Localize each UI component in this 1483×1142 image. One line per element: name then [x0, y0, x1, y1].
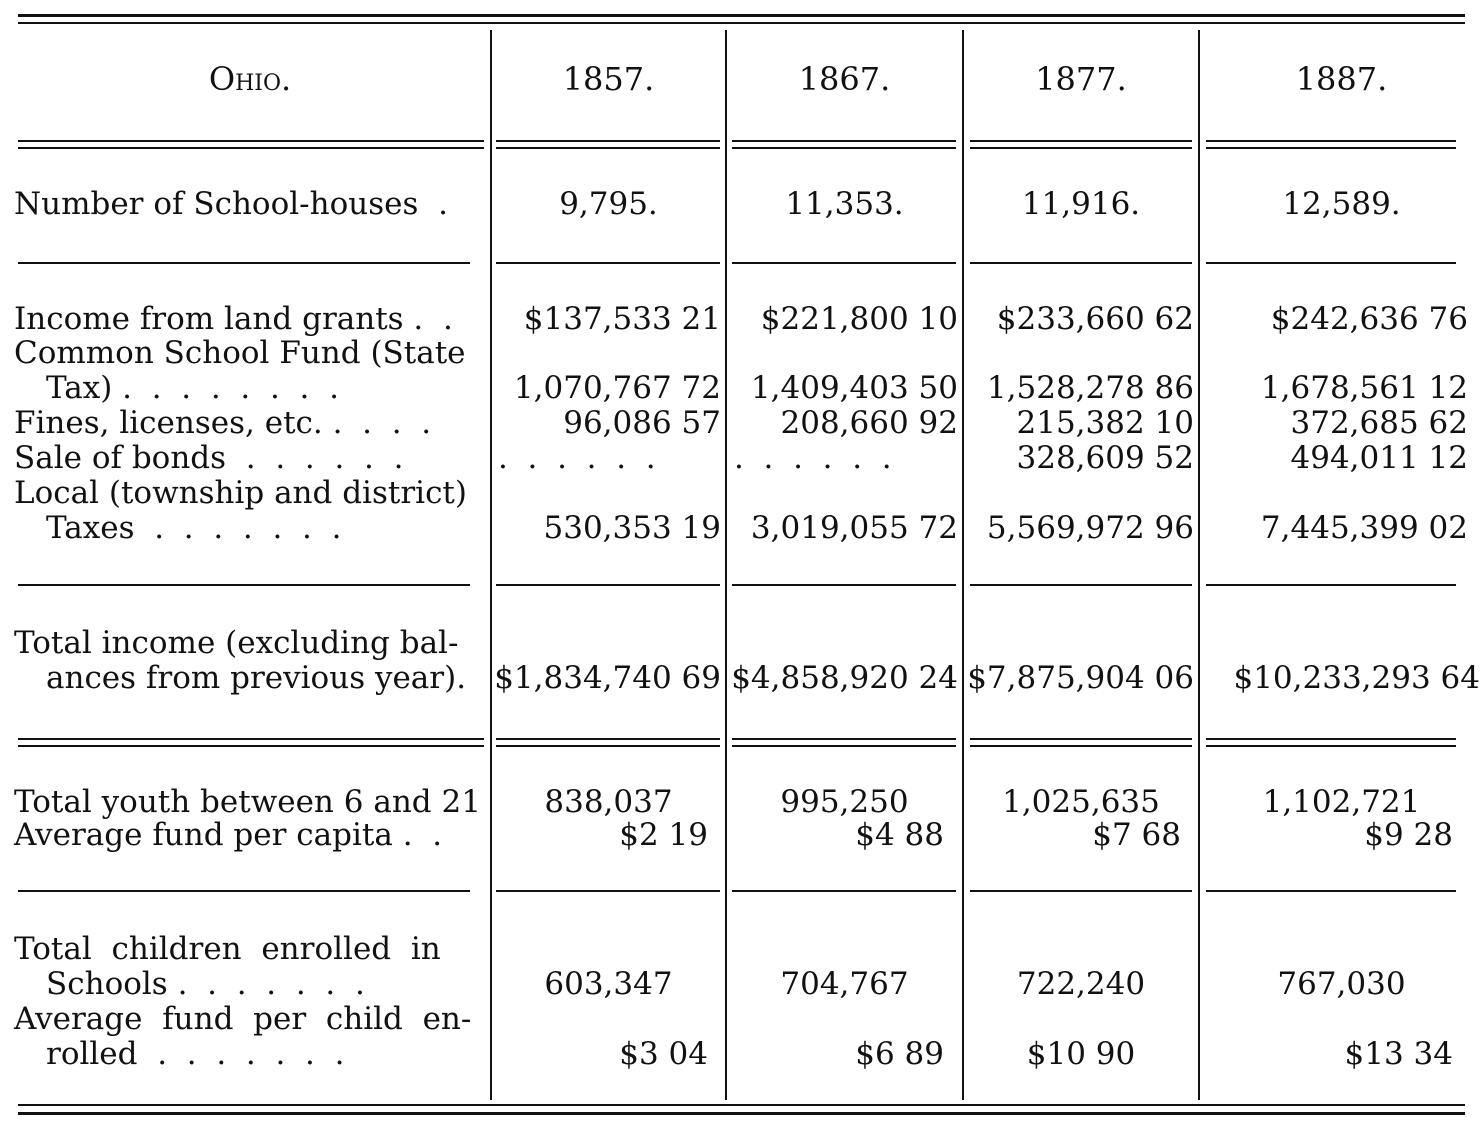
row-label-avg-per-child-cont: rolled . . . . . . .: [46, 1036, 345, 1072]
cell-youth-1877: 1,025,635: [1002, 784, 1160, 820]
cell-enrolled-1867: 704,767: [780, 966, 909, 1002]
cell-schoolhouses-1877: 11,916.: [1021, 186, 1141, 222]
cell-total-income-1877: $7,875,904 06: [967, 660, 1194, 696]
top-rule: [18, 14, 1465, 17]
row-label-schoolhouses: Number of School-houses .: [14, 186, 448, 222]
cell-local-1857: 530,353 19: [543, 510, 721, 546]
year-header-1877: 1877.: [1035, 60, 1127, 98]
cell-local-1867: 3,019,055 72: [750, 510, 958, 546]
row-label-avg-per-capita: Average fund per capita . .: [14, 817, 443, 853]
section-rule: [970, 890, 1192, 892]
cell-schoolhouses-1867: 11,353.: [785, 186, 904, 222]
row-label-bonds: Sale of bonds . . . . . .: [14, 440, 404, 476]
header-rule: [496, 140, 720, 142]
header-rule: [970, 147, 1192, 149]
cell-youth-1887: 1,102,721: [1262, 784, 1421, 820]
cell-bonds-1887: 494,011 12: [1290, 440, 1468, 476]
cell-land-1867: $221,800 10: [760, 301, 958, 337]
row-label-local-taxes: Local (township and district): [14, 475, 467, 511]
cell-local-1877: 5,569,972 96: [986, 510, 1194, 546]
section-double-rule: [496, 745, 720, 747]
section-rule: [496, 262, 720, 264]
section-rule: [496, 890, 720, 892]
cell-avg-child-1887: $13 34: [1344, 1036, 1453, 1072]
header-rule: [18, 147, 484, 149]
cell-schoolhouses-1887: 12,589.: [1282, 186, 1401, 222]
section-rule: [732, 890, 956, 892]
cell-schoolhouses-1857: 9,795.: [559, 186, 658, 222]
row-label-common-fund: Common School Fund (State: [14, 335, 466, 371]
row-label-land-grants: Income from land grants . .: [14, 301, 453, 337]
cell-youth-1857: 838,037: [544, 784, 673, 820]
section-rule: [1206, 584, 1456, 586]
cell-fines-1877: 215,382 10: [1016, 405, 1194, 441]
row-label-local-taxes-cont: Taxes . . . . . . .: [46, 510, 342, 546]
section-rule: [732, 262, 956, 264]
section-double-rule: [1206, 745, 1456, 747]
cell-enrolled-1887: 767,030: [1277, 966, 1406, 1002]
row-label-avg-per-child: Average fund per child en-: [14, 1001, 472, 1037]
cell-avg-child-1857: $3 04: [619, 1036, 708, 1072]
cell-bonds-1877: 328,609 52: [1016, 440, 1194, 476]
cell-fines-1857: 96,086 57: [563, 405, 721, 441]
year-header-1867: 1867.: [798, 60, 891, 98]
row-label-total-youth: Total youth between 6 and 21: [14, 784, 481, 820]
section-double-rule: [496, 738, 720, 740]
section-double-rule: [18, 738, 484, 740]
section-rule: [18, 262, 470, 264]
cell-youth-1867: 995,250: [780, 784, 909, 820]
cell-common-1857: 1,070,767 72: [513, 370, 721, 406]
row-label-children-enrolled: Total children enrolled in: [14, 931, 441, 967]
bottom-rule-inner: [18, 1104, 1465, 1106]
header-rule: [970, 140, 1192, 142]
bottom-rule: [18, 1112, 1465, 1115]
section-double-rule: [18, 745, 484, 747]
section-rule: [970, 262, 1192, 264]
cell-fines-1867: 208,660 92: [780, 405, 958, 441]
header-rule: [732, 140, 956, 142]
section-double-rule: [732, 738, 956, 740]
cell-avg-capita-1877: $7 68: [1092, 817, 1181, 853]
header-rule: [18, 140, 484, 142]
section-rule: [732, 584, 956, 586]
section-double-rule: [1206, 738, 1456, 740]
row-label-common-fund-cont: Tax) . . . . . . . .: [46, 370, 339, 406]
cell-land-1877: $233,660 62: [996, 301, 1194, 337]
top-rule-inner: [18, 22, 1465, 24]
header-rule: [732, 147, 956, 149]
cell-land-1887: $242,636 76: [1270, 301, 1468, 337]
header-rule: [1206, 140, 1456, 142]
cell-local-1887: 7,445,399 02: [1260, 510, 1468, 546]
cell-avg-child-1877: $10 90: [1026, 1036, 1136, 1072]
header-rule: [496, 147, 720, 149]
section-rule: [1206, 890, 1456, 892]
cell-common-1867: 1,409,403 50: [750, 370, 958, 406]
section-rule: [18, 584, 470, 586]
cell-avg-capita-1887: $9 28: [1364, 817, 1453, 853]
cell-avg-capita-1867: $4 88: [855, 817, 944, 853]
header-rule: [1206, 147, 1456, 149]
cell-common-1877: 1,528,278 86: [986, 370, 1194, 406]
row-label-total-income-cont: ances from previous year).: [46, 660, 467, 696]
cell-total-income-1857: $1,834,740 69: [494, 660, 721, 696]
section-double-rule: [970, 738, 1192, 740]
year-header-1857: 1857.: [562, 60, 655, 98]
cell-total-income-1867: $4,858,920 24: [731, 660, 958, 696]
cell-avg-child-1867: $6 89: [855, 1036, 944, 1072]
year-header-1887: 1887.: [1295, 60, 1388, 98]
state-header: Ohio.: [208, 60, 292, 98]
cell-total-income-1887: $10,233,293 64: [1233, 660, 1480, 696]
cell-common-1887: 1,678,561 12: [1260, 370, 1468, 406]
section-double-rule: [732, 745, 956, 747]
cell-bonds-1857: . . . . . .: [498, 440, 656, 476]
cell-enrolled-1857: 603,347: [544, 966, 673, 1002]
cell-bonds-1867: . . . . . .: [734, 440, 892, 476]
cell-enrolled-1877: 722,240: [1016, 966, 1146, 1002]
section-double-rule: [970, 745, 1192, 747]
cell-fines-1887: 372,685 62: [1290, 405, 1468, 441]
row-label-children-enrolled-cont: Schools . . . . . . .: [46, 966, 365, 1002]
section-rule: [1206, 262, 1456, 264]
cell-land-1857: $137,533 21: [523, 301, 721, 337]
section-rule: [18, 890, 470, 892]
section-rule: [970, 584, 1192, 586]
row-label-total-income: Total income (excluding bal-: [14, 625, 459, 661]
row-label-fines: Fines, licenses, etc. . . . .: [14, 405, 432, 441]
cell-avg-capita-1857: $2 19: [619, 817, 708, 853]
section-rule: [496, 584, 720, 586]
